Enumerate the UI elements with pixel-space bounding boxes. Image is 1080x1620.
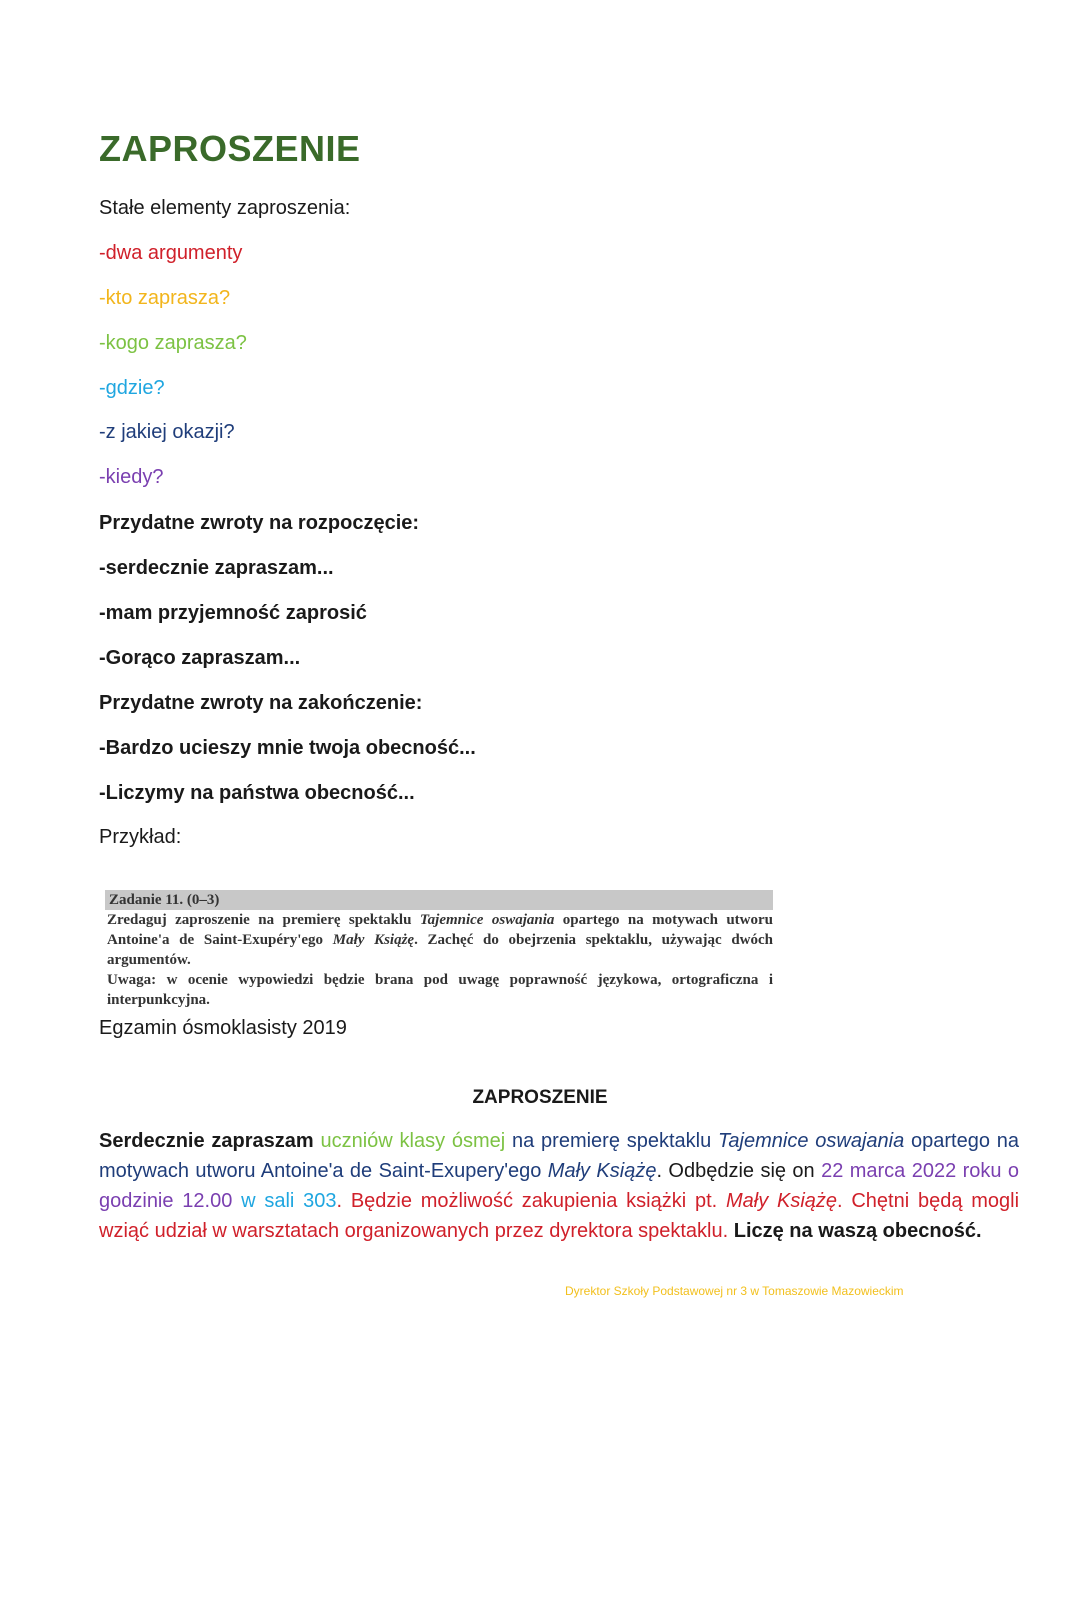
element-item: -kto zaprasza? [99,287,231,309]
invitation-title: ZAPROSZENIE [472,1087,608,1108]
signature: Dyrektor Szkoły Podstawowej nr 3 w Tomaszowie Mazowieckim [565,1284,904,1298]
invitation-text: Serdecznie zapraszam uczniów klasy ósmej na premierę spektaklu Tajemnice oswajania opartego na motywach utworu Antoine'a de Saint-Exupery'ego Mały Książę. Odbędzie się on 22 marca 2022 roku o godzinie 12.00 w sali 303. Będzie możliwość zakupienia książki pt. Mały Książę. Chętni będą mogli wziąć udział w warsztatach organizowanych przez dyrektora spektaklu. Liczę na waszą obecność. [99,1130,1020,1242]
opening-phrase: -mam przyjemność zaprosić [99,602,367,624]
element-item: -gdzie? [99,377,165,399]
element-item: -dwa argumenty [99,242,243,264]
elements-intro: Stałe elementy zaproszenia: [99,197,351,219]
closing-phrase: -Liczymy na państwa obecność... [99,782,415,804]
exam-source: Egzamin ósmoklasisty 2019 [99,1017,347,1039]
task-instruction: Zredaguj zaproszenie na premierę spektaklu Tajemnice oswajania opartego na motywach utworu Antoine'a de Saint-Exupéry'ego Mały Książę. Zachęć do obejrzenia spektaklu, używając dwóch argumentów. [107,912,774,968]
page-title: ZAPROSZENIE [99,128,361,169]
opening-heading: Przydatne zwroty na rozpoczęcie: [99,512,420,534]
closing-phrase: -Bardzo ucieszy mnie twoja obecność... [99,737,476,759]
element-item: -z jakiej okazji? [99,421,235,443]
element-item: -kiedy? [99,466,164,488]
exam-task-excerpt [107,890,773,1010]
opening-phrase: -Gorąco zapraszam... [99,647,301,669]
closing-heading: Przydatne zwroty na zakończenie: [99,692,423,714]
example-label: Przykład: [99,826,182,848]
opening-phrase: -serdecznie zapraszam... [99,557,334,579]
task-note: Uwaga: w ocenie wypowiedzi będzie brana pod uwagę poprawność językowa, ortograficzna i interpunkcyjna. [107,972,773,1008]
task-header: Zadanie 11. (0–3) [105,890,773,910]
element-item: -kogo zaprasza? [99,332,247,354]
